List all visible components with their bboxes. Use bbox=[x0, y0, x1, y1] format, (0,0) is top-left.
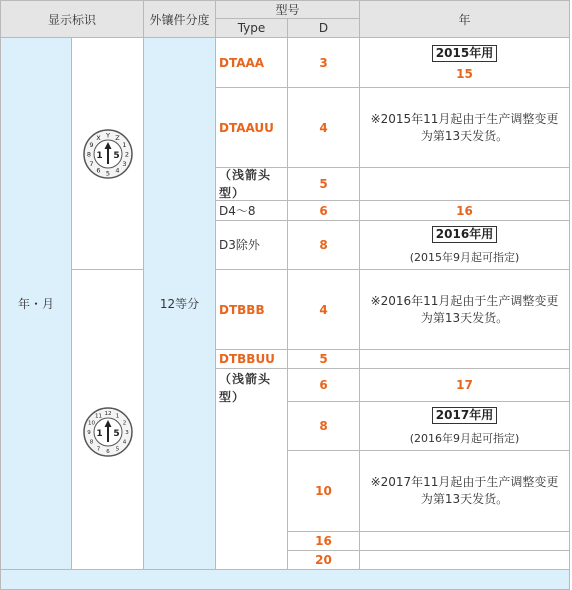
dial-mark: 7 bbox=[96, 446, 100, 453]
year-2016-note: ※2016年11月起由于生产调整变更为第13天发货。 bbox=[370, 293, 559, 325]
type-dtbbb bbox=[216, 270, 288, 350]
year-2017-cell bbox=[360, 402, 570, 451]
dial-mark: 4 bbox=[114, 166, 120, 175]
year-2017-label: 2017年用 bbox=[432, 407, 497, 424]
d-value: 4 bbox=[319, 302, 328, 317]
type-dtbbuu-text: DTBBUU bbox=[219, 352, 275, 366]
dial-mark: 2 bbox=[124, 149, 129, 158]
type-arrow-head-1-text: （浅箭头型） bbox=[219, 168, 272, 200]
header-model-text: 型号 bbox=[275, 3, 300, 17]
year-empty-cell bbox=[360, 350, 570, 369]
display-mark-cell bbox=[0, 38, 72, 570]
type-d3-exclude bbox=[216, 221, 288, 270]
d-value: 6 bbox=[319, 378, 328, 392]
display-mark-value: 年・月 bbox=[17, 297, 54, 311]
year-2016-sub: (2015年9月起可指定) bbox=[409, 250, 520, 264]
year-2015-note: ※2015年11月起由于生产调整变更为第13天发货。 bbox=[370, 111, 559, 143]
type-d4-8 bbox=[216, 201, 288, 221]
type-dtaaa bbox=[216, 38, 288, 88]
header-type bbox=[216, 19, 288, 38]
year-2015-cell bbox=[360, 38, 570, 88]
header-year-text: 年 bbox=[458, 12, 471, 27]
year-16-value: 16 bbox=[456, 203, 473, 218]
year-17-cell bbox=[360, 369, 570, 402]
d-value: 6 bbox=[319, 203, 328, 218]
year-2017-sub: (2016年9月起可指定) bbox=[409, 431, 520, 445]
d-cell bbox=[288, 221, 360, 270]
dial-mark: 8 bbox=[89, 439, 93, 446]
dial-mark: 10 bbox=[87, 420, 95, 427]
d-value: 20 bbox=[315, 553, 332, 567]
d-cell bbox=[288, 201, 360, 221]
type-dtbbb-text: DTBBB bbox=[219, 302, 265, 317]
dial-mark: 9 bbox=[88, 140, 94, 149]
year-17-value: 17 bbox=[456, 378, 473, 392]
type-d3-exclude-text: D3除外 bbox=[219, 238, 260, 252]
dial-1-left: 1 bbox=[95, 150, 103, 161]
d-value: 5 bbox=[319, 352, 328, 366]
dial-mark: 12 bbox=[104, 410, 111, 417]
d-value: 5 bbox=[319, 177, 328, 191]
year-empty-cell bbox=[360, 551, 570, 570]
dial-mark: 3 bbox=[124, 429, 129, 436]
scale-cell bbox=[144, 38, 216, 570]
dial-mark: 3 bbox=[121, 159, 127, 168]
header-scale bbox=[144, 0, 216, 38]
d-cell bbox=[288, 168, 360, 201]
d-value: 16 bbox=[315, 534, 332, 548]
header-d bbox=[288, 19, 360, 38]
dial-mark: 9 bbox=[86, 429, 91, 436]
d-cell bbox=[288, 350, 360, 369]
year-2016-label: 2016年用 bbox=[432, 226, 497, 243]
d-value: 8 bbox=[319, 238, 328, 252]
dial-mark: Z bbox=[114, 133, 120, 142]
type-arrow-head-2 bbox=[216, 369, 288, 570]
dial-mark: 2 bbox=[122, 420, 126, 427]
dial-mark: 7 bbox=[88, 159, 94, 168]
dial-mark: 1 bbox=[115, 413, 119, 420]
year-2015-label: 2015年用 bbox=[432, 45, 497, 62]
dial-1-right: 5 bbox=[112, 150, 120, 161]
d-cell bbox=[288, 38, 360, 88]
d-cell bbox=[288, 451, 360, 532]
year-dial-2 bbox=[82, 406, 134, 458]
year-16-cell bbox=[360, 201, 570, 221]
d-cell bbox=[288, 88, 360, 168]
header-type-text: Type bbox=[237, 21, 266, 35]
d-cell bbox=[288, 270, 360, 350]
dial-mark: 5 bbox=[105, 168, 110, 177]
type-arrow-head-2-text: （浅箭头型） bbox=[219, 372, 272, 404]
d-value: 4 bbox=[319, 120, 328, 135]
dial-mark: 8 bbox=[86, 149, 91, 158]
scale-value: 12等分 bbox=[159, 297, 200, 311]
type-dtaaa-text: DTAAA bbox=[219, 55, 265, 70]
header-display-mark-text: 显示标识 bbox=[47, 12, 96, 27]
d-value: 3 bbox=[319, 55, 328, 70]
dial-mark: 5 bbox=[115, 446, 119, 453]
year-dial-1 bbox=[82, 128, 134, 180]
year-2017-note-cell bbox=[360, 451, 570, 532]
dial-mark: X bbox=[95, 133, 101, 142]
type-dtbbuu bbox=[216, 350, 288, 369]
type-d4-8-text: D4～8 bbox=[219, 203, 256, 218]
d-value: 8 bbox=[319, 419, 328, 433]
dial-mark: 1 bbox=[121, 140, 127, 149]
bottom-band bbox=[0, 570, 570, 590]
year-2015-note-cell bbox=[360, 88, 570, 168]
header-model bbox=[216, 0, 360, 19]
dial-mark: Y bbox=[105, 130, 110, 139]
year-empty-cell bbox=[360, 532, 570, 551]
d-value: 10 bbox=[315, 484, 332, 498]
year-2015-value: 15 bbox=[456, 66, 473, 81]
year-2016-cell bbox=[360, 221, 570, 270]
dial-cell-1 bbox=[72, 38, 144, 270]
d-cell bbox=[288, 532, 360, 551]
year-2017-note: ※2017年11月起由于生产调整变更为第13天发货。 bbox=[370, 475, 559, 506]
dial-mark: 11 bbox=[94, 413, 102, 420]
type-dtaauu-text: DTAAUU bbox=[219, 120, 274, 135]
dial-2-right: 5 bbox=[112, 429, 120, 439]
year-2016-note-cell bbox=[360, 270, 570, 350]
dial-mark: 6 bbox=[95, 166, 101, 175]
header-d-text: D bbox=[318, 21, 329, 35]
dial-cell-2 bbox=[72, 270, 144, 570]
d-cell bbox=[288, 551, 360, 570]
header-scale-text: 外镶件分度 bbox=[149, 12, 210, 27]
dial-mark: 4 bbox=[122, 439, 126, 446]
year-empty-cell bbox=[360, 168, 570, 201]
d-cell bbox=[288, 402, 360, 451]
type-arrow-head-1 bbox=[216, 168, 288, 201]
d-cell bbox=[288, 369, 360, 402]
header-display-mark bbox=[0, 0, 144, 38]
dial-2-left: 1 bbox=[95, 429, 103, 439]
type-dtaauu bbox=[216, 88, 288, 168]
header-year bbox=[360, 0, 570, 38]
dial-mark: 6 bbox=[105, 448, 110, 455]
